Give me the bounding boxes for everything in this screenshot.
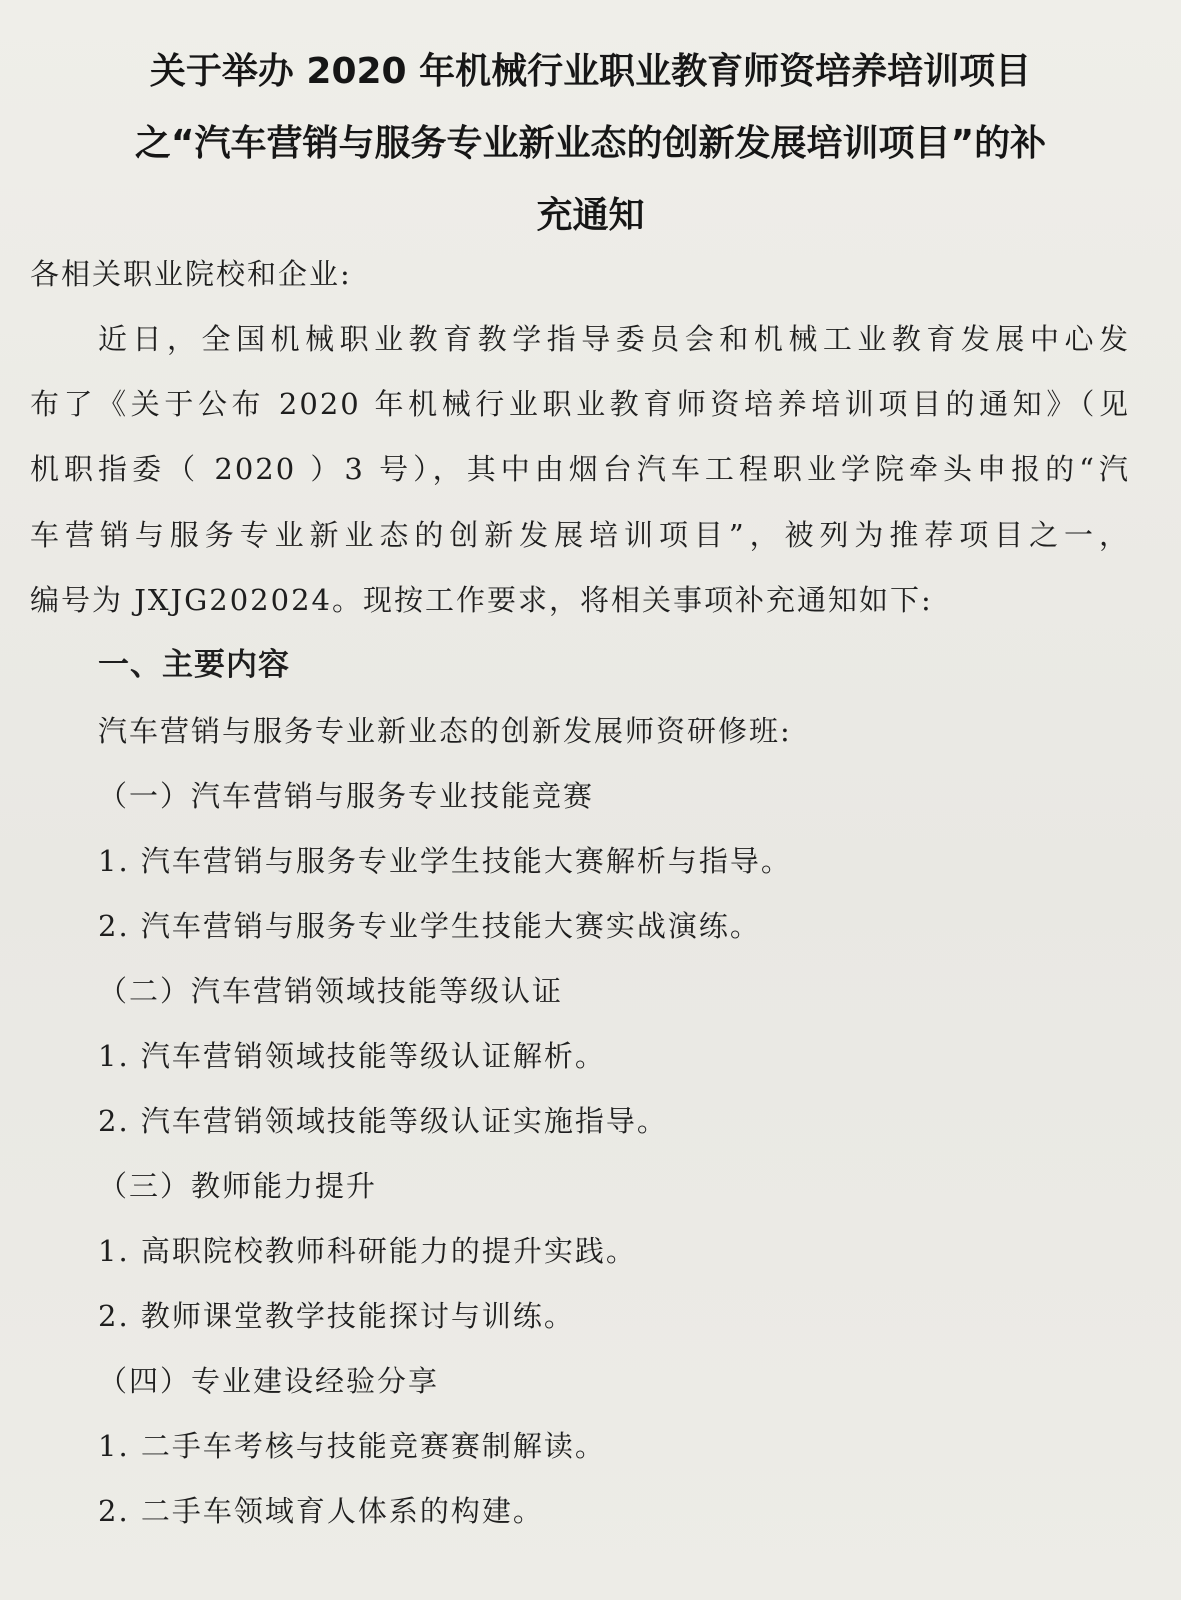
title-line-3: 充通知 [536, 195, 645, 236]
intro-line-1: 近日，全国机械职业教育教学指导委员会和机械工业教育发展中心发 [98, 322, 1130, 356]
intro-line-4: 车营销与服务专业新业态的创新发展培训项目”，被列为推荐项目之一， [30, 518, 1130, 552]
intro-line-5: 编号为 JXJG202024。现按工作要求，将相关事项补充通知如下: [30, 583, 933, 617]
list-item: 1. 高职院校教师科研能力的提升实践。 [98, 1234, 637, 1268]
subsection-heading: （一）汽车营销与服务专业技能竞赛 [98, 779, 595, 813]
section-heading: 一、主要内容 [98, 647, 290, 683]
subsection-heading: （四）专业建设经验分享 [98, 1364, 440, 1398]
list-item: 2. 汽车营销与服务专业学生技能大赛实战演练。 [98, 909, 761, 943]
course-intro: 汽车营销与服务专业新业态的创新发展师资研修班: [98, 714, 792, 748]
title-line-2: 之“汽车营销与服务专业新业态的创新发展培训项目”的补 [134, 123, 1047, 164]
list-item: 2. 教师课堂教学技能探讨与训练。 [98, 1299, 575, 1333]
intro-line-3: 机职指委（ 2020 ）3 号），其中由烟台汽车工程职业学院牵头申报的“汽 [30, 452, 1130, 486]
subsection-heading: （三）教师能力提升 [98, 1169, 378, 1203]
subsection-heading: （二）汽车营销领域技能等级认证 [98, 974, 564, 1008]
document-title [0, 36, 1181, 252]
list-item: 2. 汽车营销领域技能等级认证实施指导。 [98, 1104, 668, 1138]
intro-line-2: 布了《关于公布 2020 年机械行业职业教育师资培养培训项目的通知》（见 [30, 387, 1130, 421]
title-line-1: 关于举办 2020 年机械行业职业教育师资培养培训项目 [149, 51, 1032, 92]
list-item: 1. 汽车营销领域技能等级认证解析。 [98, 1039, 606, 1073]
list-item: 1. 汽车营销与服务专业学生技能大赛解析与指导。 [98, 844, 792, 878]
list-item: 1. 二手车考核与技能竞赛赛制解读。 [98, 1429, 606, 1463]
list-item: 2. 二手车领域育人体系的构建。 [98, 1494, 544, 1528]
salutation: 各相关职业院校和企业: [30, 257, 352, 291]
